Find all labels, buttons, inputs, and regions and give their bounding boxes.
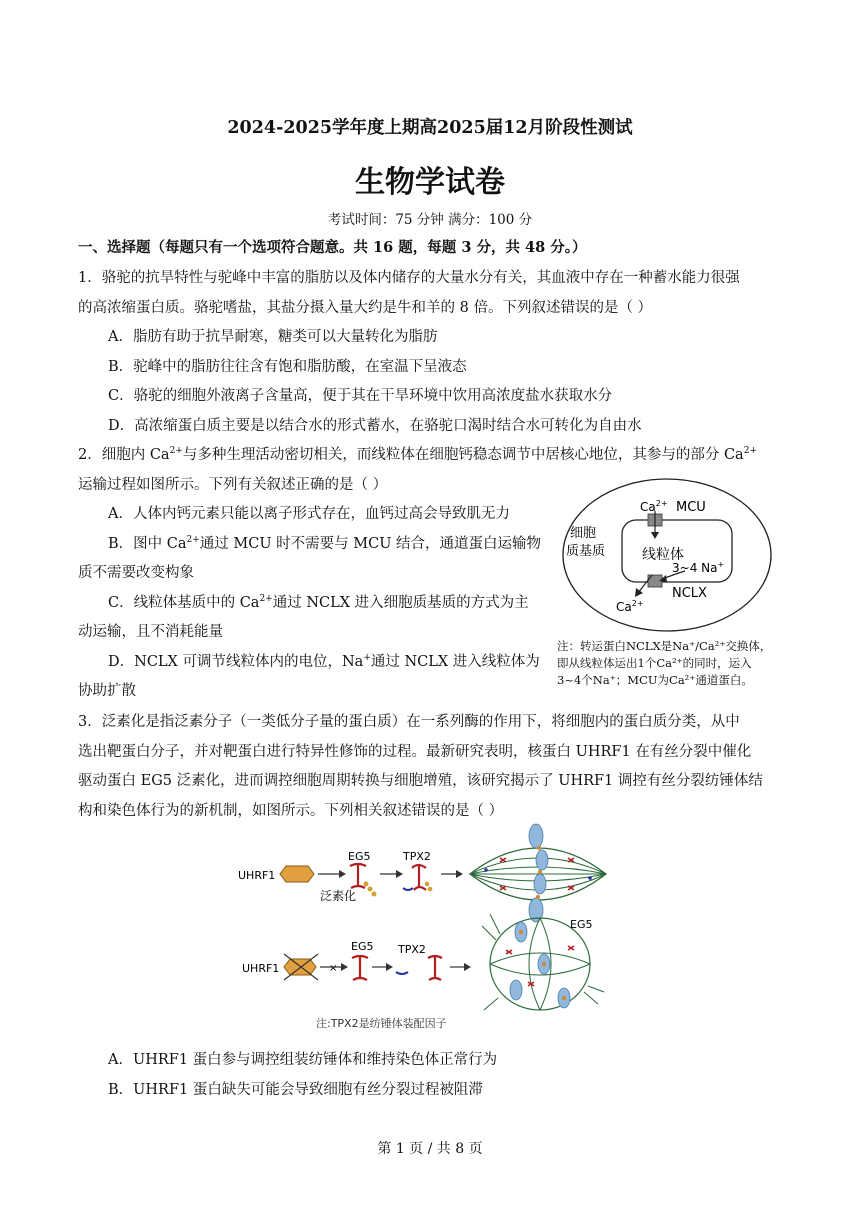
- ubiquitin-mark: [364, 882, 369, 887]
- note-line3: 3~4个Na⁺；MCU为Ca²⁺通道蛋白。: [557, 673, 753, 687]
- arrowhead-icon: [464, 963, 471, 971]
- subject-title: 生物学试卷: [355, 165, 505, 200]
- mitochondrion-label: 线粒体: [642, 547, 684, 563]
- q1-option-c: C．骆驼的细胞外液离子含量高，便于其在干旱环境中饮用高浓度盐水获取水分: [108, 388, 613, 404]
- eg5-bottom-label: EG5: [351, 940, 374, 953]
- ubiquitin-mark: [372, 892, 377, 897]
- tpx2-bottom-label: TPX2: [398, 943, 426, 956]
- q1-option-b: B．驼峰中的脂肪往往含有饱和脂肪酸，在室温下呈液态: [108, 359, 467, 375]
- tpx2-top-label: TPX2: [403, 850, 431, 863]
- page-number: 第 1 页 / 共 8 页: [377, 1141, 483, 1157]
- calcium-transport-figure: [560, 475, 775, 635]
- q3-stem-line4: 构和染色体行为的新机制，如图所示。下列相关叙述错误的是（ ）: [78, 803, 504, 819]
- q1-stem-line2: 的高浓缩蛋白质。骆驼嗜盐，其盐分摄入量大约是牛和羊的 8 倍。下列叙述错误的是（ ）: [78, 300, 653, 316]
- eg5-top-label: EG5: [348, 850, 371, 863]
- eg5-protein-bottom: [352, 956, 368, 980]
- uhrf1-protein-bottom: [284, 959, 316, 975]
- exam-title: 2024-2025学年度上期高2025届12月阶段性测试: [227, 118, 633, 138]
- q2-option-b-line1: [108, 532, 541, 553]
- nclx-label: NCLX: [672, 586, 707, 601]
- arrowhead-icon: [396, 870, 403, 878]
- eg5-protein-free: [428, 956, 442, 980]
- q2-option-d-line2: 协助扩散: [78, 683, 136, 699]
- ca-top-label: $Ca^{2+}$: [640, 499, 668, 514]
- q3-option-b: B．UHRF1 蛋白缺失可能会导致细胞有丝分裂过程被阻滞: [108, 1082, 483, 1098]
- q2-stem-line2: 运输过程如图所示。下列有关叙述正确的是（ ）: [78, 477, 388, 493]
- spindle-figure: [238, 822, 638, 1032]
- normal-spindle: [470, 824, 606, 922]
- q3-option-a: A．UHRF1 蛋白参与调控组装纺锤体和维持染色体正常行为: [108, 1052, 498, 1068]
- superscript: +: [363, 653, 371, 664]
- na-label: 3~4 Na+: [672, 560, 725, 575]
- q2-option-c-line1: [108, 591, 529, 612]
- superscript: 2+: [259, 594, 273, 605]
- q3-stem-line1: 3．泛素化是指泛素分子（一类低分子量的蛋白质）在一系列酶的作用下，将细胞内的蛋白质分类，从中: [78, 714, 740, 730]
- note-line1: 注：转运蛋白NCLX是Na⁺/Ca²⁺交换体，: [557, 639, 772, 653]
- uhrf1-bottom-label: UHRF1: [242, 962, 280, 975]
- exam-info: 考试时间：75 分钟 满分：100 分: [327, 212, 533, 228]
- blocked-mark: ×: [329, 963, 338, 974]
- q2-option-b-text-a: B．图中 Ca: [108, 536, 187, 552]
- tpx2-protein: [396, 972, 408, 974]
- superscript: 2+: [186, 535, 200, 546]
- ubiquitin-mark: [428, 887, 433, 892]
- eg5-right-label: EG5: [570, 918, 593, 931]
- cytoplasm-label-line1: 细胞: [570, 526, 597, 541]
- uhrf1-protein-top: [280, 866, 314, 882]
- q2-option-b-text-b: 通过 MCU 时不需要与 MCU 结合，通道蛋白运输物: [199, 536, 542, 552]
- q1-stem-line1: 1．骆驼的抗旱特性与驼峰中丰富的脂肪以及体内储存的大量水分有关，其血液中存在一种蓄水能力很强: [78, 270, 740, 286]
- q2-option-d-line1: [108, 650, 540, 671]
- arrowhead-icon: [339, 870, 346, 878]
- q2-option-a: A．人体内钙元素只能以离子形式存在，血钙过高会导致肌无力: [108, 506, 510, 522]
- mcu-label: MCU: [676, 500, 706, 515]
- q2-option-c-text-a: C．线粒体基质中的 Ca: [108, 595, 260, 611]
- ubiquitin-mark: [368, 887, 373, 892]
- cytoplasm-label-line2: 质基质: [566, 544, 606, 559]
- q2-option-b-line2: 质不需要改变构象: [78, 565, 194, 581]
- q3-stem-line3: 驱动蛋白 EG5 泛素化，进而调控细胞周期转换与细胞增殖，该研究揭示了 UHRF1 调控有丝分裂纺锤体结: [78, 773, 763, 789]
- q1-option-a: A．脂肪有助于抗旱耐寒，糖类可以大量转化为脂肪: [108, 329, 438, 345]
- arrowhead-icon: [456, 870, 463, 878]
- ubiquitin-mark: [425, 882, 430, 887]
- arrowhead-icon: [651, 532, 659, 539]
- arrowhead-icon: [341, 963, 348, 971]
- superscript: 2+: [169, 446, 183, 457]
- q2-option-c-line2: 动运输，且不消耗能量: [78, 624, 223, 640]
- q3-stem-line2: 选出靶蛋白分子，并对靶蛋白进行特异性修饰的过程。最新研究表明，核蛋白 UHRF1 在有丝分裂中催化: [78, 744, 752, 760]
- q2-stem-text-a: 2．细胞内 Ca: [78, 447, 170, 463]
- q1-option-d: D．高浓缩蛋白质主要是以结合水的形式蓄水，在骆驼口渴时结合水可转化为自由水: [108, 418, 642, 434]
- q2-option-c-text-b: 通过 NCLX 进入细胞质基质的方式为主: [272, 595, 529, 611]
- note-line2: 即从线粒体运出1个Ca²⁺的同时，运入: [557, 656, 752, 670]
- q2-stem-text-b: 与多种生理活动密切相关，而线粒体在细胞钙稳态调节中居核心地位，其参与的部分 Ca: [182, 447, 744, 463]
- q2-stem-line1: [78, 443, 757, 464]
- arrowhead-icon: [635, 588, 643, 597]
- superscript: 2+: [743, 446, 757, 457]
- section-heading: 一、选择题（每题只有一个选项符合题意。共 16 题，每题 3 分，共 48 分。）: [78, 239, 587, 256]
- tpx2-protein: [403, 888, 413, 890]
- uhrf1-top-label: UHRF1: [238, 869, 276, 882]
- q2-option-d-text-b: 通过 NCLX 进入线粒体为: [370, 654, 540, 670]
- q2-option-d-text-a: D．NCLX 可调节线粒体内的电位，Na: [108, 654, 364, 670]
- figure-note: 注:TPX2是纺锤体装配因子: [316, 1017, 447, 1030]
- q2-figure-note: [557, 638, 797, 689]
- arrowhead-icon: [386, 963, 393, 971]
- ca-bottom-label: $Ca^{2+}$: [616, 599, 644, 614]
- ubiquitination-label: 泛素化: [320, 889, 357, 903]
- tpx2-complex-top: [412, 865, 426, 890]
